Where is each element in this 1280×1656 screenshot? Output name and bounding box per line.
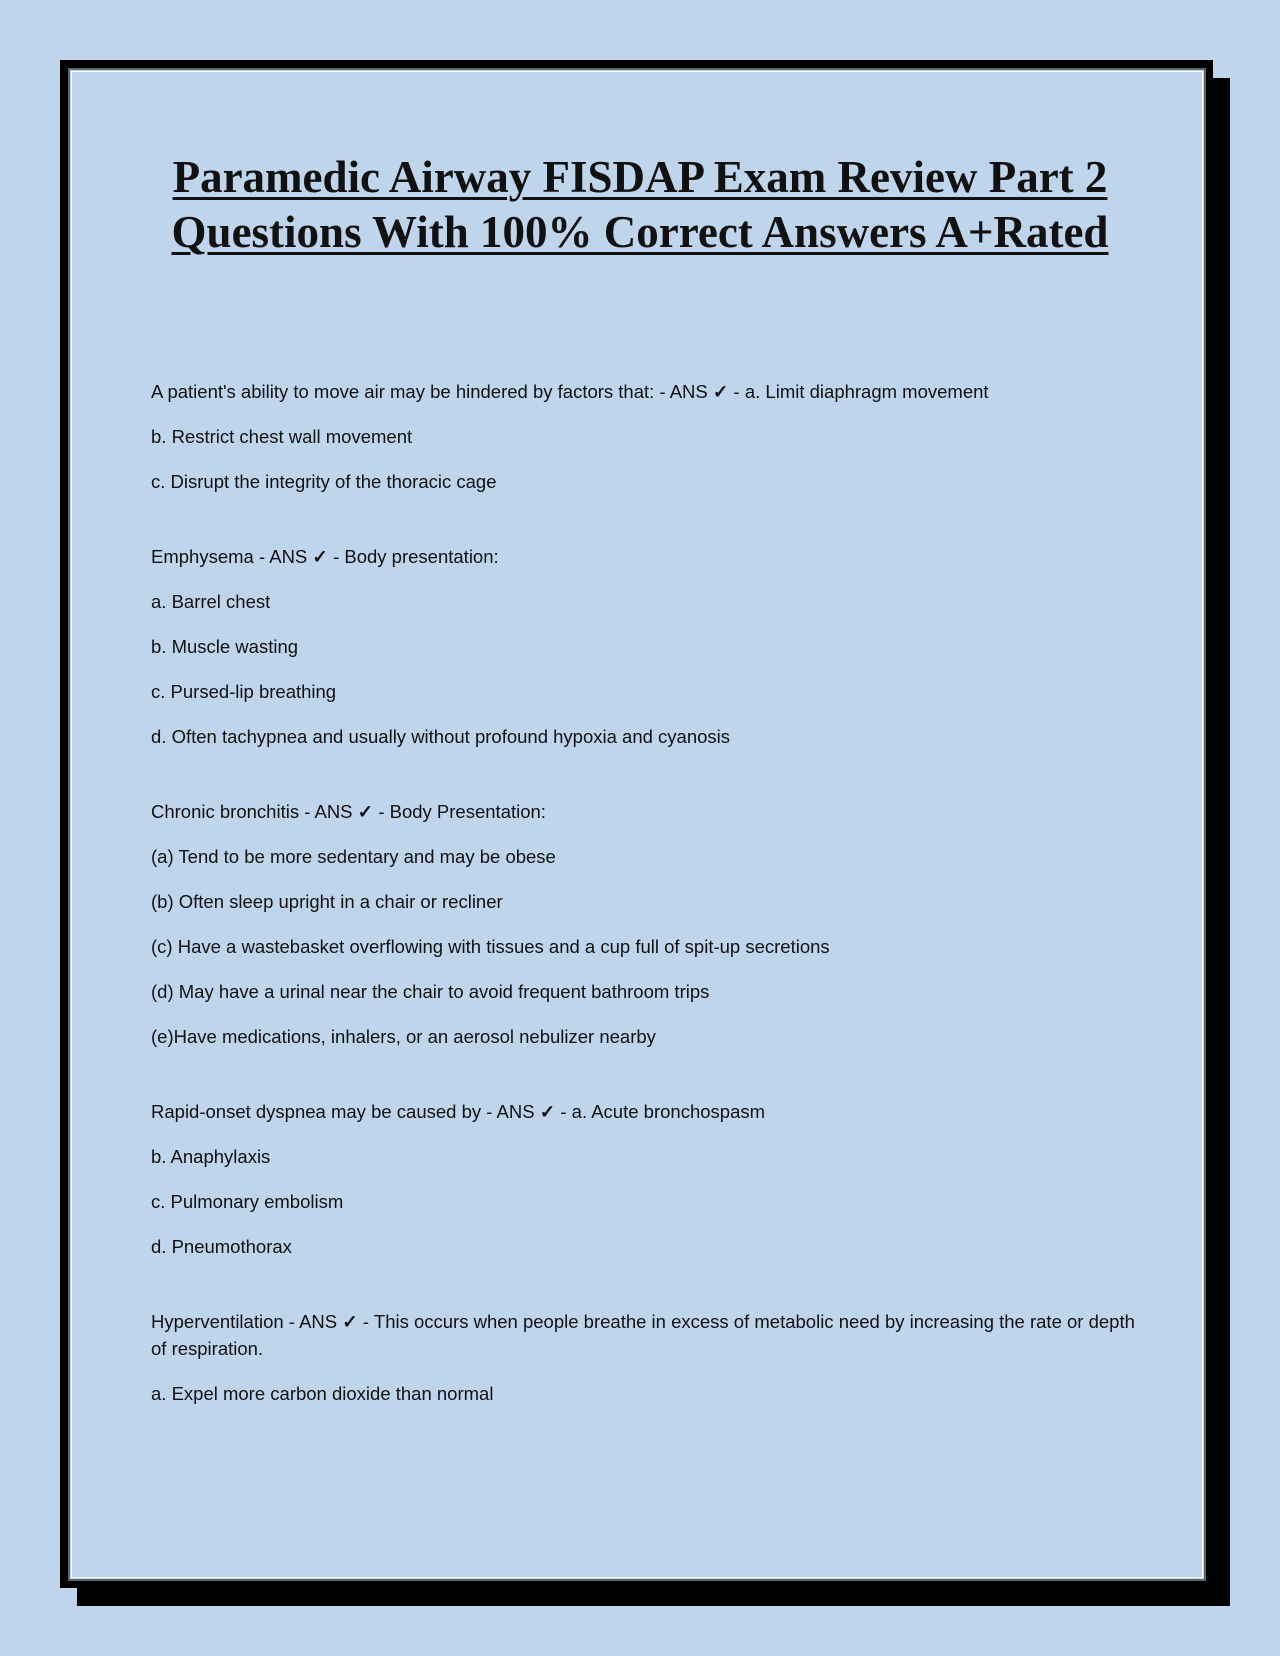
answer-text: - a. Acute bronchospasm (555, 1101, 766, 1122)
answer-item: (c) Have a wastebasket overflowing with tissues and a cup full of spit-up secretions (151, 936, 830, 957)
qa-group (151, 378, 1136, 495)
page-border-shadow-right (1206, 60, 1213, 1588)
answer-item: a. Expel more carbon dioxide than normal (151, 1383, 494, 1404)
answer-item: b. Anaphylaxis (151, 1146, 271, 1167)
question-text: Emphysema - ANS (151, 546, 308, 567)
question-text: Hyperventilation - ANS (151, 1311, 338, 1332)
checkmark-icon: ✓ (539, 1101, 556, 1122)
question-text: Chronic bronchitis - ANS (151, 801, 353, 822)
answer-item: b. Restrict chest wall movement (151, 426, 413, 447)
question-text: A patient's ability to move air may be hindered by factors that: - ANS (151, 381, 708, 402)
document-title: Paramedic Airway FISDAP Exam Review Part 2 Questions With 100% Correct Answers A+Rated (171, 152, 1109, 257)
answer-text: - a. Limit diaphragm movement (728, 381, 989, 402)
answer-text: - Body presentation: (327, 546, 499, 567)
checkmark-icon: ✓ (357, 801, 374, 822)
page-border-shadow-bottom (60, 1581, 1213, 1588)
document-body (151, 378, 1136, 1455)
checkmark-icon: ✓ (712, 381, 729, 402)
checkmark-icon: ✓ (312, 546, 328, 567)
answer-item: c. Pulmonary embolism (151, 1191, 344, 1212)
qa-group (151, 1308, 1136, 1407)
answer-text: - Body Presentation: (373, 801, 546, 822)
checkmark-icon: ✓ (342, 1311, 358, 1332)
qa-group (151, 798, 1136, 1050)
qa-group (151, 1098, 1136, 1260)
answer-item: c. Pursed-lip breathing (151, 681, 337, 702)
answer-item: d. Pneumothorax (151, 1236, 292, 1257)
answer-text: - This occurs when people breathe in excess of metabolic need by increasing the rate or depth of respiration. (151, 1311, 1135, 1359)
question-line (151, 798, 1136, 825)
qa-group (151, 543, 1136, 750)
answer-item: b. Muscle wasting (151, 636, 299, 657)
answer-item: c. Disrupt the integrity of the thoracic cage (151, 471, 497, 492)
question-line (151, 1308, 1136, 1362)
answer-item: (d) May have a urinal near the chair to avoid frequent bathroom trips (151, 981, 710, 1002)
question-text: Rapid-onset dyspnea may be caused by - ANS (151, 1101, 535, 1122)
answer-item: a. Barrel chest (151, 591, 271, 612)
answer-item: (b) Often sleep upright in a chair or recliner (151, 891, 503, 912)
answer-item: d. Often tachypnea and usually without profound hypoxia and cyanosis (151, 726, 731, 747)
answer-item: (e)Have medications, inhalers, or an aerosol nebulizer nearby (151, 1026, 656, 1047)
question-line (151, 378, 1136, 405)
question-line (151, 543, 1136, 570)
question-line (151, 1098, 1136, 1125)
answer-item: (a) Tend to be more sedentary and may be obese (151, 846, 556, 867)
